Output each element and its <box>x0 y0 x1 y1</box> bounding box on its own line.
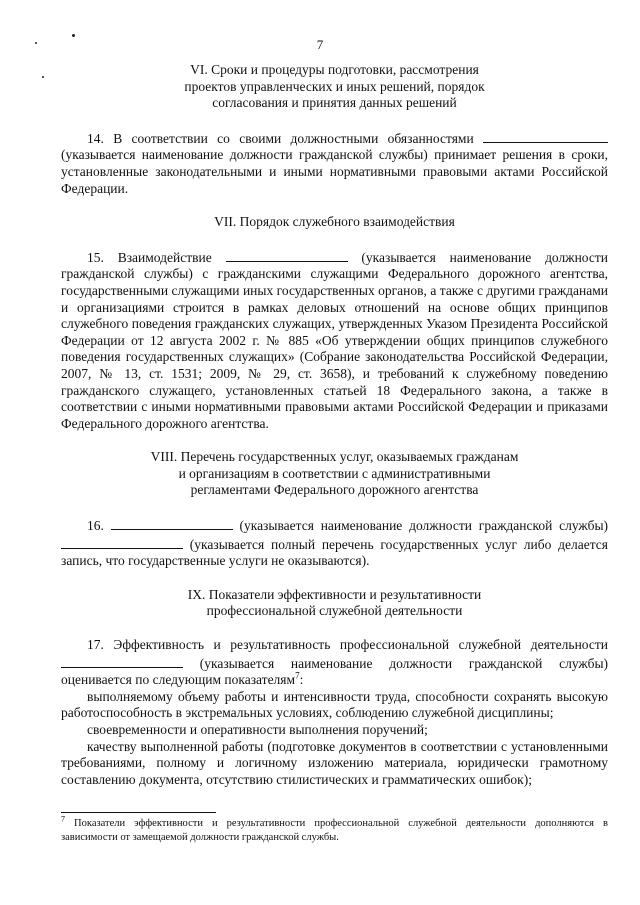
heading-line: IX. Показатели эффективности и результативности <box>187 586 482 602</box>
paragraph-17 <box>61 637 608 689</box>
heading-line: согласования и принятия данных решений <box>212 95 457 111</box>
heading-line: VI. Сроки и процедуры подготовки, рассмотрения <box>190 62 479 77</box>
footnote-separator <box>61 812 216 813</box>
paragraph-text: (указывается наименование должности гражданской службы) <box>239 518 609 534</box>
paragraph-text: 16. <box>87 518 104 534</box>
footnote-reference: 7 <box>295 670 300 681</box>
fill-in-blank <box>111 516 233 530</box>
paragraph-14 <box>61 129 608 197</box>
paragraph-15 <box>61 248 608 433</box>
indicator-item: выполняемому объему работы и интенсивности труда, способности сохранять высокую работоспособность в экстремальных условиях, соблюдению служебной дисциплины; <box>61 688 608 721</box>
paragraph-text: 15. Взаимодействие <box>87 249 212 265</box>
heading-line: VIII. Перечень государственных услуг, оказываемых гражданам <box>150 449 519 465</box>
paragraph-text: 14. В соответствии со своими должностными обязанностями <box>87 130 474 146</box>
paragraph-text: (указывается наименование должности гражданской службы) с гражданскими служащими Федерального дорожного агентства, государственными служащими иных государственных органов, а также с другими гражданами и организациями строится в рамках деловых отношений на основе общих принципов служебного поведения гражданских служащих, утвержденных Указом Президента Российской Федерации от 12 августа 2002 г. № 885 «Об утверждении общих принципов служебного поведения государственных служащих» (Собрание законодательства Российской Федерации, 2007, № 13, ст. 1531; 2009, № 29, ст. 3658), и требований к служебному поведению гражданского служащего, установленных статьей 18 Федерального закона, а также в соответствии с иными нормативными правовыми актами Российской Федерации и приказами Федерального дорожного агентства. <box>61 249 608 431</box>
footnote-text: Показатели эффективности и результативности профессиональной служебной деятельности дополняются в зависимости от замещаемой должности гражданской службы. <box>61 818 609 843</box>
paragraph-16 <box>61 516 608 570</box>
paragraph-text: 17. Эффективность и результативность профессиональной служебной деятельности <box>87 637 608 653</box>
page-number: 7 <box>316 37 324 52</box>
heading-line: проектов управленческих и иных решений, порядок <box>184 78 485 94</box>
footnote-mark: 7 <box>61 814 65 824</box>
paragraph-text: (указывается наименование должности гражданской службы) принимает решения в сроки, установленные законодательными и иными нормативными правовыми актами Российской Федерации. <box>61 147 608 196</box>
document-body <box>61 62 608 788</box>
paragraph-text: (указывается наименование должности гражданской службы) <box>199 655 609 671</box>
heading-line: профессиональной служебной деятельности <box>206 603 463 619</box>
fill-in-blank <box>226 248 348 262</box>
heading-line: регламентами Федерального дорожного агентства <box>190 482 479 498</box>
scan-speck <box>42 76 44 78</box>
paragraph-text: оценивается по следующим показателям <box>61 672 296 688</box>
section-9-heading <box>61 587 608 620</box>
paragraph-text: : <box>299 672 304 688</box>
fill-in-blank <box>61 535 183 549</box>
heading-line: и организациям в соответствии с административными <box>178 465 491 481</box>
section-7-heading: VII. Порядок служебного взаимодействия <box>214 214 455 230</box>
paragraph-text: (указывается полный перечень государственных услуг либо делается запись, что государственные услуги не оказываются). <box>61 536 608 569</box>
fill-in-blank <box>483 129 608 143</box>
indicator-item: качеству выполненной работы (подготовке документов в соответствии с установленными требованиями, полному и логичному изложению материала, юридически грамотному составлению документа, отсутствию стилистических и грамматических ошибок); <box>61 738 608 787</box>
section-8-heading <box>61 449 608 499</box>
footnote <box>61 814 609 845</box>
section-6-heading <box>61 62 608 112</box>
fill-in-blank <box>61 654 183 668</box>
indicator-item: своевременности и оперативности выполнения поручений; <box>87 722 428 737</box>
